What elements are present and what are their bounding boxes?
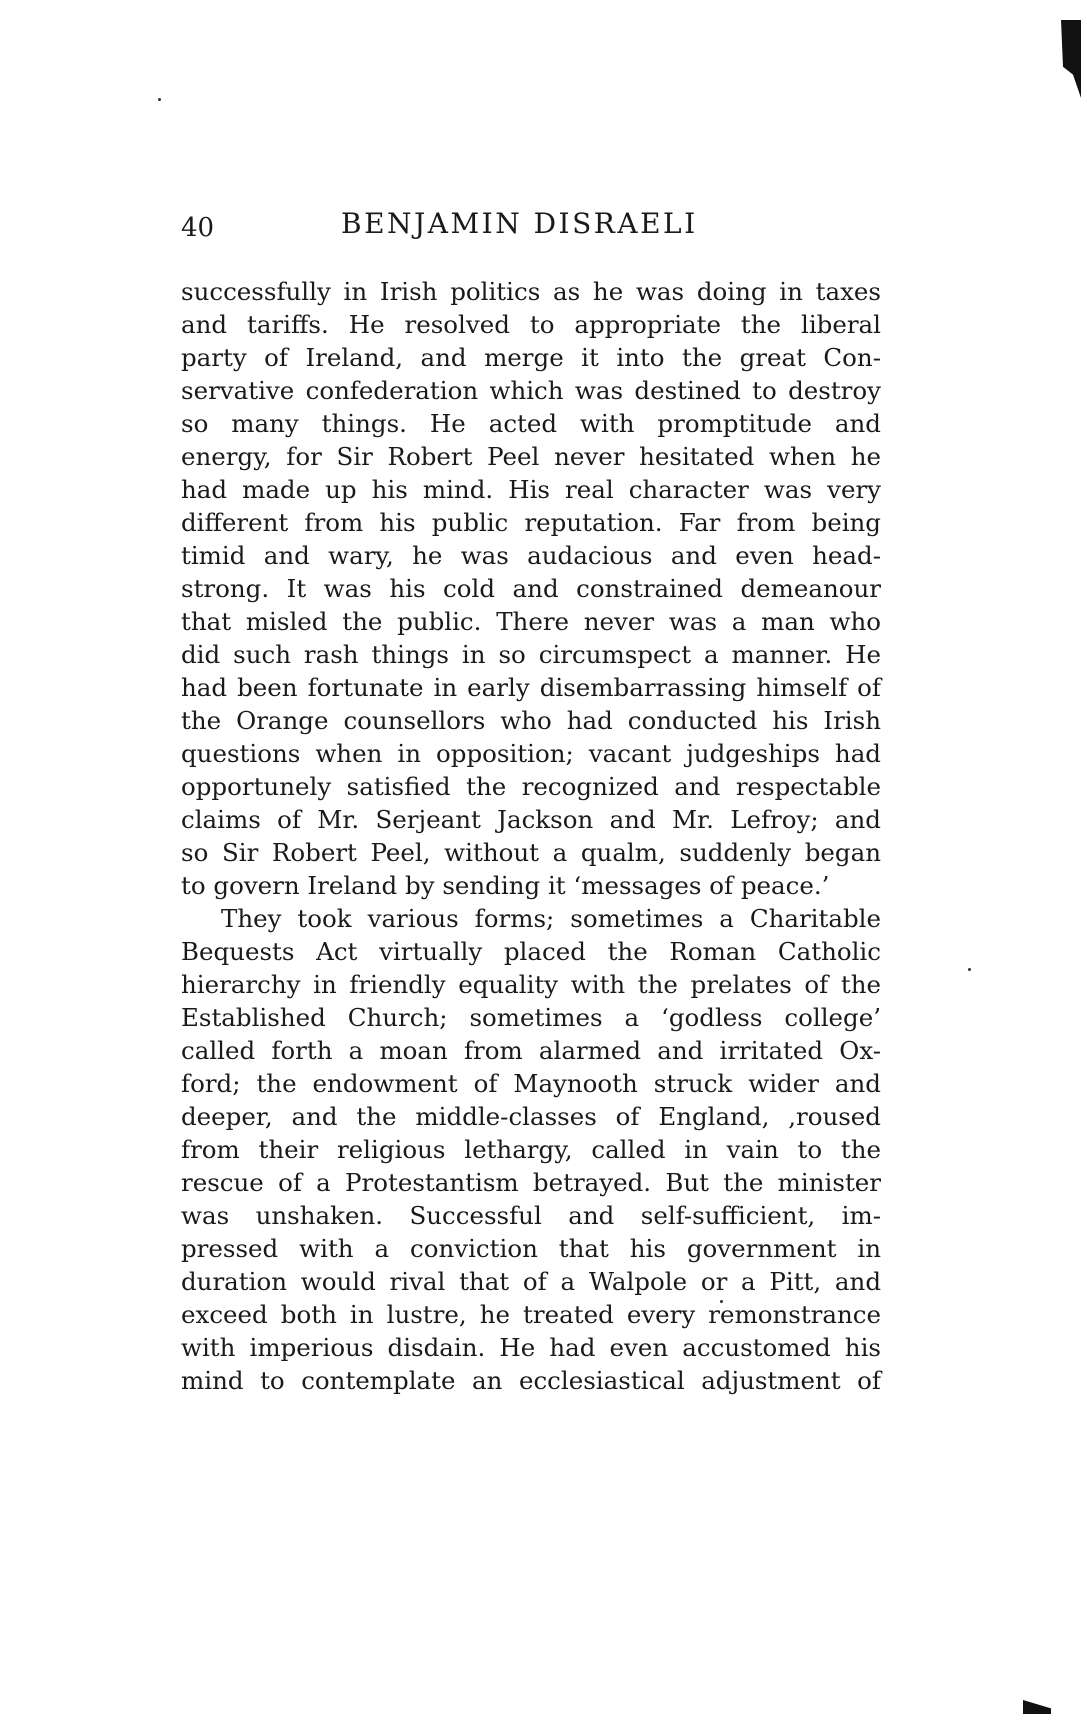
text-line: energy, for Sir Robert Peel never hesitated when he: [181, 442, 881, 471]
scan-edge-mark: [1023, 1700, 1051, 1714]
text-line: had been fortunate in early disembarrassing himself of: [181, 673, 881, 702]
text-line: claims of Mr. Serjeant Jackson and Mr. Lefroy; and: [181, 805, 881, 834]
text-line: opportunely satisfied the recognized and respectable: [181, 772, 881, 801]
text-line: duration would rival that of a Walpole or a Pitt, and: [181, 1267, 881, 1296]
text-line: from their religious lethargy, called in vain to the: [181, 1135, 881, 1164]
text-line: timid and wary, he was audacious and even head-: [181, 541, 881, 570]
scan-speck: [158, 98, 161, 101]
text-line: strong. It was his cold and constrained demeanour: [181, 574, 881, 603]
text-line: had made up his mind. His real character was very: [181, 475, 881, 504]
text-line: ford; the endowment of Maynooth struck wider and: [181, 1069, 881, 1098]
text-line: exceed both in lustre, he treated every remonstrance: [181, 1300, 881, 1329]
text-line: was unshaken. Successful and self-sufficient, im-: [181, 1201, 881, 1230]
text-line: pressed with a conviction that his government in: [181, 1234, 881, 1263]
page-number: 40: [181, 213, 215, 243]
scan-speck: [968, 968, 971, 971]
text-line: did such rash things in so circumspect a manner. He: [181, 640, 881, 669]
text-line: deeper, and the middle-classes of England, ,roused: [181, 1102, 881, 1131]
text-line: so Sir Robert Peel, without a qualm, suddenly began: [181, 838, 881, 867]
text-line: different from his public reputation. Far from being: [181, 508, 881, 537]
text-line: party of Ireland, and merge it into the great Con-: [181, 343, 881, 372]
text-line: so many things. He acted with promptitude and: [181, 409, 881, 438]
text-line: servative confederation which was destined to destroy: [181, 376, 881, 405]
text-line: hierarchy in friendly equality with the prelates of the: [181, 970, 881, 999]
scan-edge-mark: [1061, 20, 1081, 98]
text-line: They took various forms; sometimes a Charitable: [221, 904, 881, 933]
text-line: with imperious disdain. He had even accustomed his: [181, 1333, 881, 1362]
text-line: and tariffs. He resolved to appropriate the liberal: [181, 310, 881, 339]
text-line: successfully in Irish politics as he was doing in taxes: [181, 277, 881, 306]
body-text: [181, 275, 881, 1397]
text-line: to govern Ireland by sending it ‘messages of peace.’: [181, 871, 830, 900]
text-line: called forth a moan from alarmed and irritated Ox-: [181, 1036, 881, 1065]
text-line: Bequests Act virtually placed the Roman Catholic: [181, 937, 881, 966]
running-head: BENJAMIN DISRAELI: [341, 207, 698, 240]
text-line: questions when in opposition; vacant judgeships had: [181, 739, 881, 768]
text-line: the Orange counsellors who had conducted his Irish: [181, 706, 881, 735]
text-line: rescue of a Protestantism betrayed. But the minister: [181, 1168, 881, 1197]
text-line: Established Church; sometimes a ‘godless college’: [181, 1003, 881, 1032]
page-header: [181, 207, 881, 247]
text-line: mind to contemplate an ecclesiastical adjustment of: [181, 1366, 881, 1395]
text-line: that misled the public. There never was a man who: [181, 607, 881, 636]
